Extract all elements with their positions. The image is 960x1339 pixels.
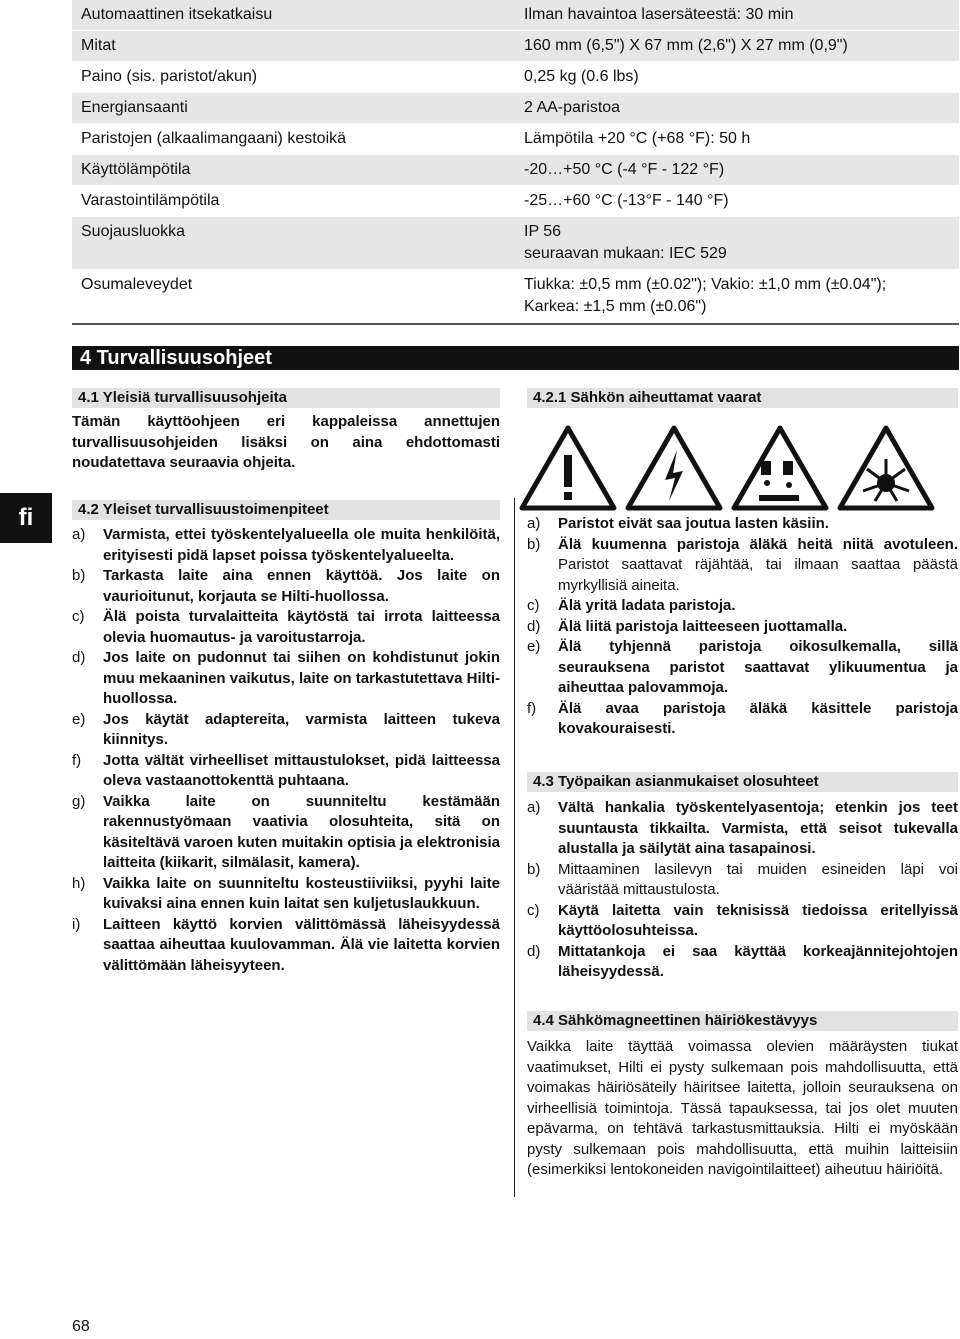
list-marker: e) xyxy=(527,638,541,655)
list-text-bold: Paristot eivät saa joutua lasten käsiin. xyxy=(558,515,829,532)
list-text xyxy=(558,617,958,638)
section-4-1 xyxy=(72,388,500,474)
spec-value-line: 160 mm (6,5") X 67 mm (2,6") X 27 mm (0,9") xyxy=(524,37,848,54)
list-marker: a) xyxy=(72,526,86,543)
section-4-2-1-list xyxy=(527,514,958,740)
spec-label: Mitat xyxy=(81,37,116,54)
page-number: 68 xyxy=(72,1318,90,1335)
spec-value-line: Tiukka: ±0,5 mm (±0.02"); Vakio: ±1,0 mm (±0.04"); xyxy=(524,276,887,293)
section-4-2-1-body xyxy=(527,514,958,740)
spec-row xyxy=(72,155,959,186)
list-item xyxy=(527,637,958,699)
section-4-4-title: 4.4 Sähkömagneettinen häiriökestävyys xyxy=(527,1011,958,1031)
spec-value xyxy=(516,124,959,154)
list-item xyxy=(527,860,958,901)
section-title: 4 Turvallisuusohjeet xyxy=(72,346,959,370)
section-4-3-list xyxy=(527,798,958,983)
spec-value-line: 0,25 kg (0.6 lbs) xyxy=(524,68,639,85)
list-marker: f) xyxy=(527,699,537,717)
spec-row xyxy=(72,270,959,323)
spec-row xyxy=(72,217,959,270)
section-4-4-text: Vaikka laite täyttää voimassa olevien määräysten tiukat vaatimukset, Hilti ei pysty sulkemaan pois mahdollisuutta, että voimakas häiriösäteily häiritsee laitetta, jolloin seurauksena on virheellisiä toimintoja. Tässä tapauksessa, tai jos olet muuten epävarma, on tehtävä tarkastusmittauksia. Hilti ei myöskään pysty sulkemaan pois mahdollisuutta, että muihin laitteisiin (esimerkiksi lentokoneiden navigointilaitteet) aiheutuu häiriöitä. xyxy=(527,1038,958,1178)
list-text: Vaikka laite on suunniteltu kestämään rakennustyömaan vaativia olosuhteita, sitä on käsiteltävä varoen kuten muitakin optisia ja elektronisia laitteita (kiikarit, silmälasit, kamera). xyxy=(103,792,500,871)
list-item xyxy=(527,798,958,860)
spec-row xyxy=(72,62,959,93)
list-text: Jotta vältät virheelliset mittaustulokset, pidä laitteessa oleva vastaanottokenttä puhtaana. xyxy=(103,751,500,789)
explosive-hazard-icon xyxy=(837,425,935,511)
list-marker: a) xyxy=(527,515,541,532)
list-text xyxy=(558,535,958,597)
section-4-1-title: 4.1 Yleisiä turvallisuusohjeita xyxy=(72,388,500,408)
list-marker: c) xyxy=(72,608,85,625)
list-item xyxy=(527,514,958,535)
list-text-bold: Älä avaa paristoja äläkä käsittele paristoja kovakouraisesti. xyxy=(558,699,958,737)
spec-label: Varastointilämpötila xyxy=(81,192,220,209)
spec-value xyxy=(516,0,959,30)
list-text: Tarkasta laite aina ennen käyttöä. Jos laite on vaurioitunut, korjauta se Hilti-huollossa. xyxy=(103,567,500,605)
list-marker: g) xyxy=(72,792,86,810)
list-text: Jos laite on pudonnut tai siihen on kohdistunut jokin muu mekaaninen vaikutus, laite on tarkastutettava Hilti-huollossa. xyxy=(103,649,500,707)
list-marker: i) xyxy=(72,915,81,933)
language-tab: fi xyxy=(0,493,52,543)
list-marker: c) xyxy=(527,901,540,919)
list-marker: h) xyxy=(72,874,86,892)
spec-label: Käyttölämpötila xyxy=(81,161,191,178)
spec-row xyxy=(72,186,959,217)
list-marker: b) xyxy=(527,860,541,878)
spec-label: Energiansaanti xyxy=(81,99,188,116)
list-item xyxy=(527,699,958,740)
section-4-2 xyxy=(72,500,500,976)
spec-value xyxy=(516,186,959,216)
spec-label: Osumaleveydet xyxy=(81,276,193,293)
spec-value-line: seuraavan mukaan: IEC 529 xyxy=(524,245,727,262)
section-4-3-title: 4.3 Työpaikan asianmukaiset olosuhteet xyxy=(527,772,958,792)
section-4-2-1 xyxy=(527,388,958,408)
spec-row xyxy=(72,0,959,31)
spec-row xyxy=(72,93,959,124)
list-item xyxy=(527,942,958,983)
spec-label: Paristojen (alkaalimangaani) kestoikä xyxy=(81,130,347,147)
section-4-2-list xyxy=(72,525,500,976)
section-4-2-title: 4.2 Yleiset turvallisuustoimenpiteet xyxy=(72,500,500,520)
spec-value xyxy=(516,155,959,185)
spec-value-line: Lämpötila +20 °C (+68 °F): 50 h xyxy=(524,130,751,147)
list-item xyxy=(72,915,500,977)
list-text: Jos käytät adaptereita, varmista laitteen tukeva kiinnitys. xyxy=(103,710,500,748)
list-text: Varmista, ettei työskentelyalueella ole muita henkilöitä, erityisesti pidä lapset poissa työskentelyalueelta. xyxy=(103,526,500,564)
spec-value xyxy=(516,93,959,123)
list-item xyxy=(72,710,500,751)
list-item xyxy=(527,596,958,617)
list-text xyxy=(558,596,958,617)
spec-value-line: Karkea: ±1,5 mm (±0.06") xyxy=(524,298,707,315)
spec-value xyxy=(516,270,959,322)
list-item xyxy=(72,874,500,915)
list-text xyxy=(558,637,958,699)
spec-value-line: -20…+50 °C (-4 °F - 122 °F) xyxy=(524,161,725,178)
list-text-bold: Mittatankoja ei saa käyttää korkeajännitejohtojen läheisyydessä. xyxy=(558,942,958,980)
list-text xyxy=(558,699,958,740)
list-item xyxy=(72,648,500,710)
section-4-1-text: Tämän käyttöohjeen eri kappaleissa annettujen turvallisuusohjeiden lisäksi on aina ehdottomasti noudatettava seuraavia ohjeita. xyxy=(72,413,500,471)
corrosive-hazard-icon xyxy=(731,425,829,511)
spec-value-line: Ilman havaintoa lasersäteestä: 30 min xyxy=(524,6,794,23)
list-text-normal: Paristot saattavat räjähtää, tai ilmaan saattaa päästä myrkyllisiä aineita. xyxy=(558,556,958,594)
list-marker: b) xyxy=(72,567,86,584)
spec-label: Suojausluokka xyxy=(81,223,186,240)
list-text: Vaikka laite on suunniteltu kosteustiiviiksi, pyyhi laite kuivaksi aina ennen kuin laitat sen kuljetuslaukkuun. xyxy=(103,874,500,912)
list-text: Älä poista turvalaitteita käytöstä tai irrota laitteessa olevia huomautus- ja varoitustarroja. xyxy=(103,608,500,646)
spec-row xyxy=(72,31,959,62)
list-text xyxy=(558,942,958,983)
list-marker: f) xyxy=(72,751,82,769)
list-text-bold: Älä liitä paristoja laitteeseen juottamalla. xyxy=(558,617,848,635)
list-item xyxy=(527,535,958,597)
general-warning-icon xyxy=(519,425,617,511)
spec-value-line: IP 56 xyxy=(524,223,562,240)
warning-signs xyxy=(519,425,935,511)
column-divider xyxy=(514,498,515,1197)
list-text-normal: Mittaaminen lasilevyn tai muiden esineiden läpi voi vääristää mittaustulosta. xyxy=(558,860,958,898)
list-item xyxy=(72,525,500,566)
list-text xyxy=(558,514,958,535)
section-4-3 xyxy=(527,772,958,983)
list-item xyxy=(527,901,958,942)
spec-label: Paino (sis. paristot/akun) xyxy=(81,68,258,85)
list-text-bold: Älä tyhjennä paristoja oikosulkemalla, sillä seurauksena paristot saattavat ylikuumentua ja aiheuttaa palovammoja. xyxy=(558,638,958,696)
list-marker: d) xyxy=(527,617,541,635)
spec-label: Automaattinen itsekatkaisu xyxy=(81,6,273,23)
list-marker: d) xyxy=(527,942,541,960)
electric-hazard-icon xyxy=(625,425,723,511)
spec-table xyxy=(72,0,959,325)
list-text-bold: Älä kuumenna paristoja äläkä heitä niitä avotuleen. xyxy=(558,535,958,553)
list-marker: d) xyxy=(72,649,86,666)
list-text-bold: Käytä laitetta vain teknisissä tiedoissa eritellyissä käyttöolosuhteissa. xyxy=(558,901,958,939)
list-item xyxy=(72,751,500,792)
spec-value xyxy=(516,217,959,269)
spec-value xyxy=(516,62,959,92)
section-4-2-1-title: 4.2.1 Sähkön aiheuttamat vaarat xyxy=(527,388,958,408)
list-item xyxy=(72,566,500,607)
spec-value-line: -25…+60 °C (-13°F - 140 °F) xyxy=(524,192,729,209)
list-text xyxy=(558,901,958,942)
list-text-bold: Vältä hankalia työskentelyasentoja; etenkin jos teet suuntausta tikkailta. Varmista, että seisot tukevalla alustalla ja säilytät aina tasapainosi. xyxy=(558,799,958,857)
section-4-4 xyxy=(527,1011,958,1181)
list-marker: a) xyxy=(527,799,541,816)
list-item xyxy=(72,792,500,874)
list-marker: e) xyxy=(72,710,86,728)
list-text xyxy=(558,798,958,860)
list-text xyxy=(558,860,958,901)
list-text-bold: Älä yritä ladata paristoja. xyxy=(558,597,736,614)
spec-value-line: 2 AA-paristoa xyxy=(524,99,621,116)
spec-value xyxy=(516,31,959,61)
list-marker: b) xyxy=(527,535,541,553)
list-item xyxy=(527,617,958,638)
list-item xyxy=(72,607,500,648)
list-text: Laitteen käyttö korvien välittömässä läheisyydessä saattaa aiheuttaa kuulovamman. Älä vie laitetta korvien välittömään läheisyyteen. xyxy=(103,915,500,974)
spec-row xyxy=(72,124,959,155)
list-marker: c) xyxy=(527,597,540,614)
